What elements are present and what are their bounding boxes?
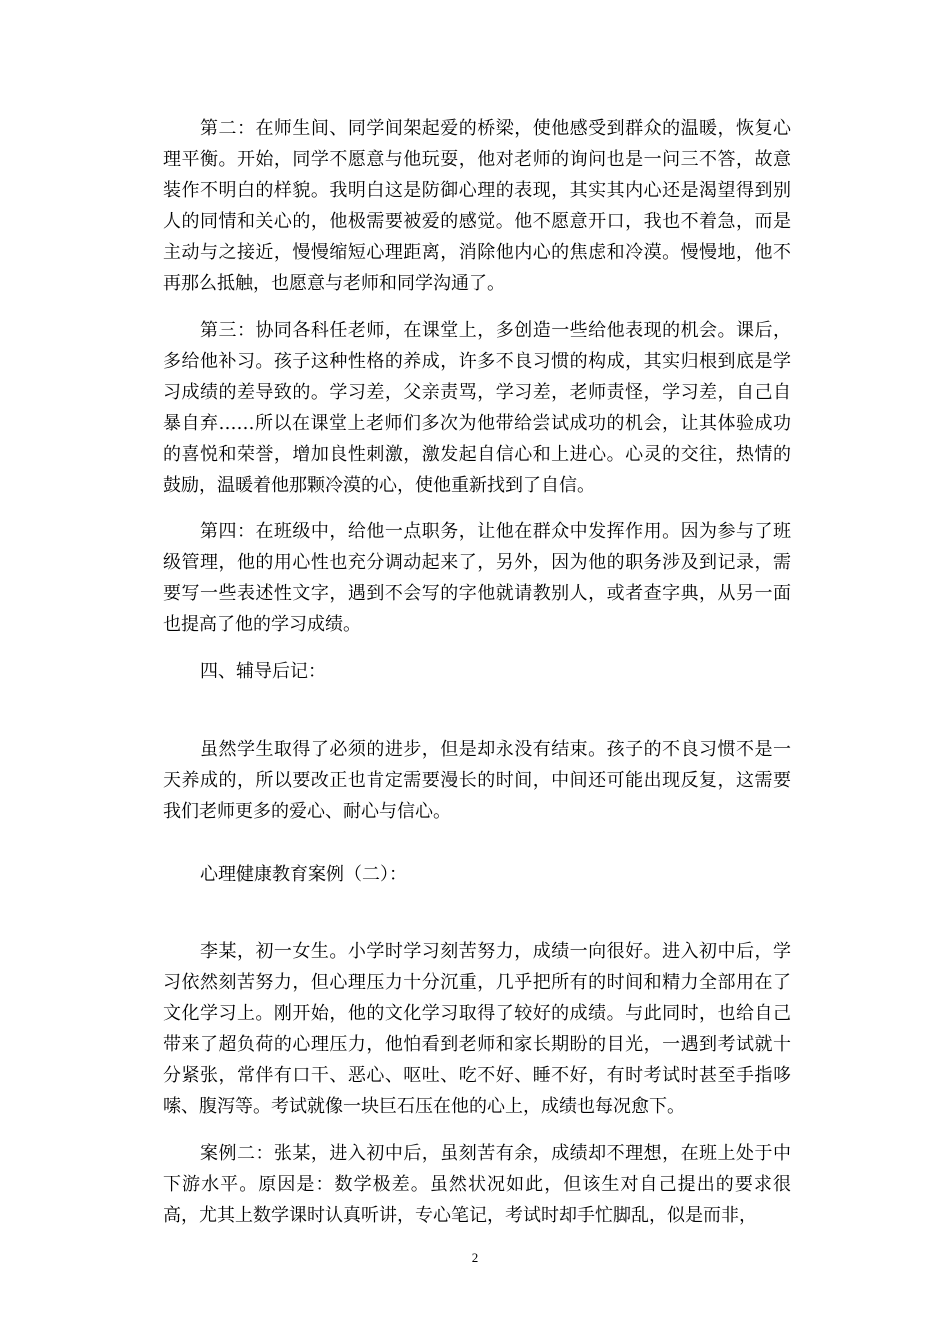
paragraph-case-zhang: 案例二：张某，进入初中后，虽刻苦有余，成绩却不理想，在班上处于中下游水平。原因是：数学极差。虽然状况如此，但该生对自己提出的要求很高，尤其上数学课时认真听讲，专心笔记，考试时却手忙脚乱，似是而非， xyxy=(163,1143,791,1226)
section-heading-counseling-notes: 四、辅导后记： xyxy=(200,661,326,682)
paragraph-case-li: 李某，初一女生。小学时学习刻苦努力，成绩一向很好。进入初中后，学习依然刻苦努力，但心理压力十分沉重，几乎把所有的时间和精力全部用在了文化学习上。刚开始，他的文化学习取得了较好的成绩。与此同时，也给自己带来了超负荷的心理压力，他怕看到老师和家长期盼的目光，一遇到考试就十分紧张，常伴有口干、恶心、呕吐、吃不好、睡不好，有时考试时甚至手指哆嗦、腹泻等。考试就像一块巨石压在他的心上，成绩也每况愈下。 xyxy=(163,941,791,1117)
paragraph-2: 第二：在师生间、同学间架起爱的桥梁，使他感受到群众的温暖，恢复心理平衡。开始，同学不愿意与他玩耍，他对老师的询问也是一问三不答，故意装作不明白的样貌。我明白这是防御心理的表现，其实其内心还是渴望得到别人的同情和关心的，他极需要被爱的感觉。他不愿意开口，我也不着急，而是主动与之接近，慢慢缩短心理距离，消除他内心的焦虑和冷漠。慢慢地，他不再那么抵触，也愿意与老师和同学沟通了。 xyxy=(163,118,791,294)
page-number: 2 xyxy=(471,1250,479,1265)
paragraph-3: 第三：协同各科任老师，在课堂上，多创造一些给他表现的机会。课后，多给他补习。孩子这种性格的养成，许多不良习惯的构成，其实归根到底是学习成绩的差导致的。学习差，父亲责骂，学习差，老师责怪，学习差，自己自暴自弃……所以在课堂上老师们多次为他带给尝试成功的机会，让其体验成功的喜悦和荣誉，增加良性刺激，激发起自信心和上进心。心灵的交往，热情的鼓励，温暖着他那颗冷漠的心，使他重新找到了自信。 xyxy=(163,320,791,496)
paragraph-4: 第四：在班级中，给他一点职务，让他在群众中发挥作用。因为参与了班级管理，他的用心性也充分调动起来了，另外，因为他的职务涉及到记录，需要写一些表述性文字，遇到不会写的字他就请教别人，或者查字典，从另一面也提高了他的学习成绩。 xyxy=(163,521,791,635)
paragraph-afterword: 虽然学生取得了必须的进步，但是却永没有结束。孩子的不良习惯不是一天养成的，所以要改正也肯定需要漫长的时间，中间还可能出现反复，这需要我们老师更多的爱心、耐心与信心。 xyxy=(163,739,791,822)
section-heading-case-two: 心理健康教育案例（二）： xyxy=(200,864,407,885)
